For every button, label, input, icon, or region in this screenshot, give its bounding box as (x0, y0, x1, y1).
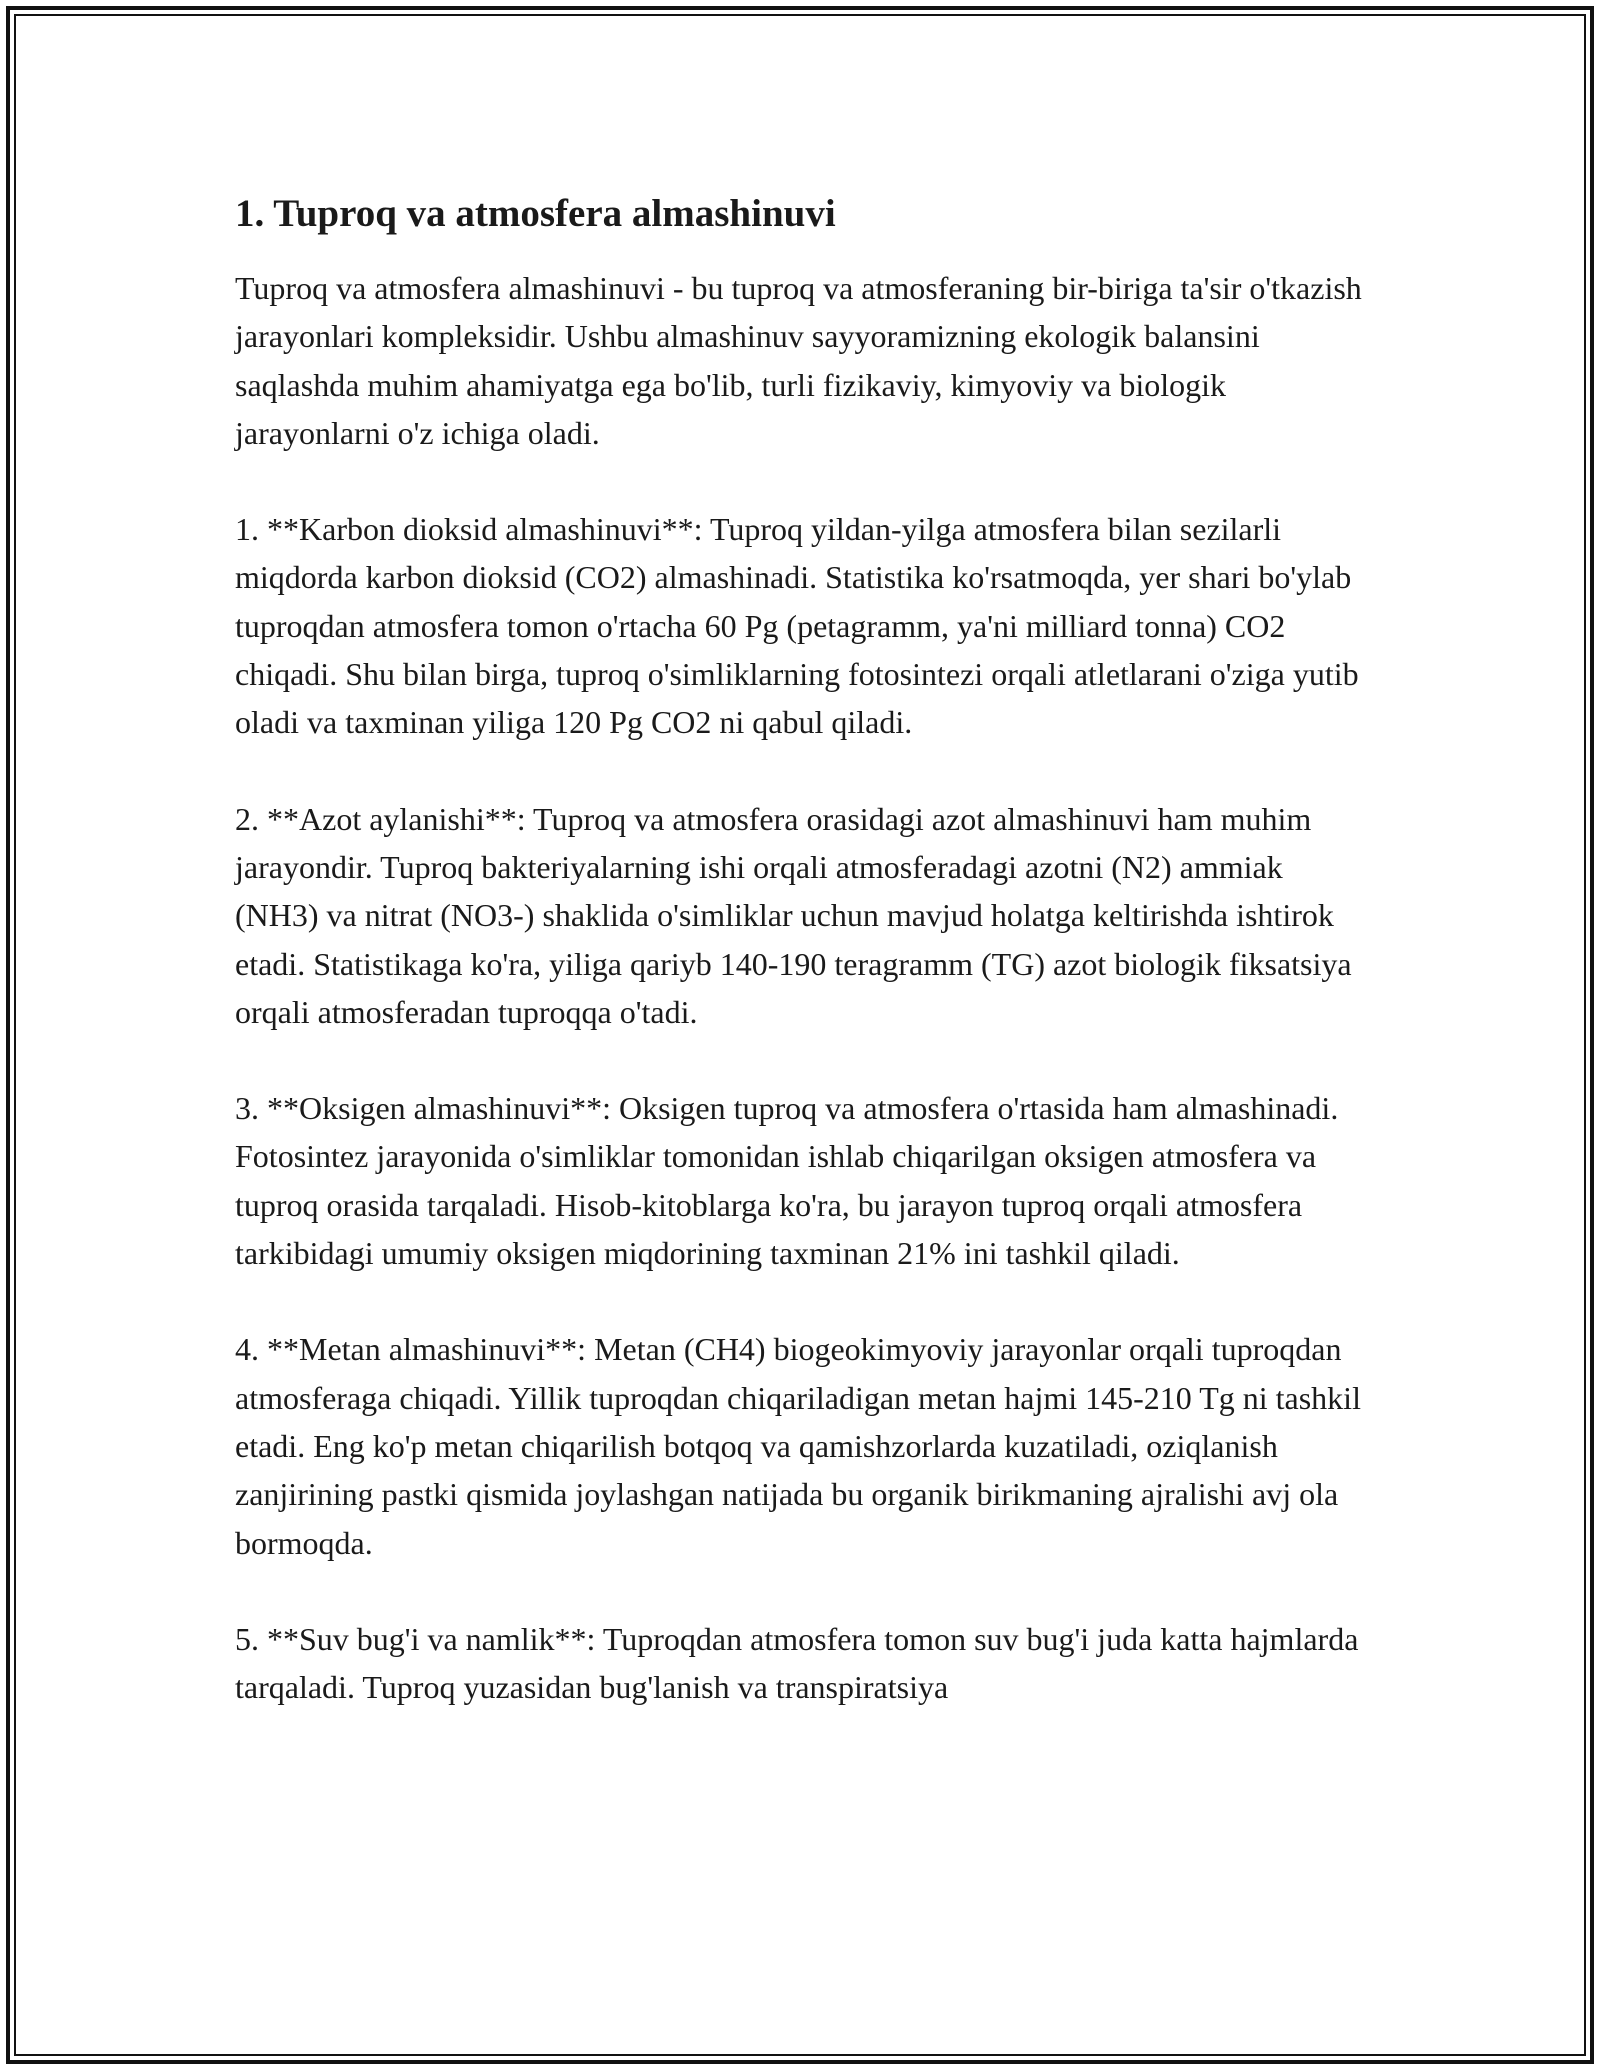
list-item-methane: 4. **Metan almashinuvi**: Metan (CH4) biogeokimyoviy jarayonlar orqali tuproqdan atmosferaga chiqadi. Yillik tuproqdan chiqariladigan metan hajmi 145-210 Tg ni tashkil etadi. Eng ko'p metan chiqarilish botqoq va qamishzorlarda kuzatiladi, oziqlanish zanjirining pastki qismida joylashgan natijada bu organik birikmaning ajralishi avj ola bormoqda. (235, 1331, 1361, 1561)
list-item-nitrogen: 2. **Azot aylanishi**: Tuproq va atmosfera orasidagi azot almashinuvi ham muhim jarayondir. Tuproq bakteriyalarning ishi orqali atmosferadagi azotni (N2) ammiak (NH3) va nitrat (NO3-) shaklida o'simliklar uchun mavjud holatga keltirishda ishtirok etadi. Statistikaga ko'ra, yiliga qariyb 140-190 teragramm (TG) azot biologik fiksatsiya orqali atmosferadan tuproqqa o'tadi. (235, 800, 1352, 1030)
list-item-carbon-dioxide: 1. **Karbon dioksid almashinuvi**: Tuproq yildan-yilga atmosfera bilan sezilarli miqdorda karbon dioksid (CO2) almashinadi. Statistika ko'rsatmoqda, yer shari bo'ylab tuproqdan atmosfera tomon o'rtacha 60 Pg (petagramm, ya'ni milliard tonna) CO2 chiqadi. Shu bilan birga, tuproq o'simliklarning fotosintezi orqali atletlarani o'ziga yutib oladi va taxminan yiliga 120 Pg CO2 ni qabul qiladi. (235, 511, 1359, 741)
section-heading: 1. Tuproq va atmosfera almashinuvi (235, 192, 836, 235)
list-item-oxygen: 3. **Oksigen almashinuvi**: Oksigen tuproq va atmosfera o'rtasida ham almashinadi. Fotosintez jarayonida o'simliklar tomonidan ishlab chiqarilgan oksigen atmosfera va tuproq orasida tarqaladi. Hisob-kitoblarga ko'ra, bu jarayon tuproq orqali atmosfera tarkibidagi umumiy oksigen miqdorining taxminan 21% ini tashkil qiladi. (235, 1090, 1339, 1272)
list-item-water-vapor: 5. **Suv bug'i va namlik**: Tuproqdan atmosfera tomon suv bug'i juda katta hajmlarda tarqaladi. Tuproq yuzasidan bug'lanish va transpiratsiya (235, 1620, 1359, 1706)
intro-paragraph: Tuproq va atmosfera almashinuvi - bu tuproq va atmosferaning bir-biriga ta'sir o'tkazish jarayonlari kompleksidir. Ushbu almashinuv sayyoramizning ekologik balansini saqlashda muhim ahamiyatga ega bo'lib, turli fizikaviy, kimyoviy va biologik jarayonlarni o'z ichiga oladi. (235, 270, 1362, 451)
document-body (235, 186, 1365, 1711)
